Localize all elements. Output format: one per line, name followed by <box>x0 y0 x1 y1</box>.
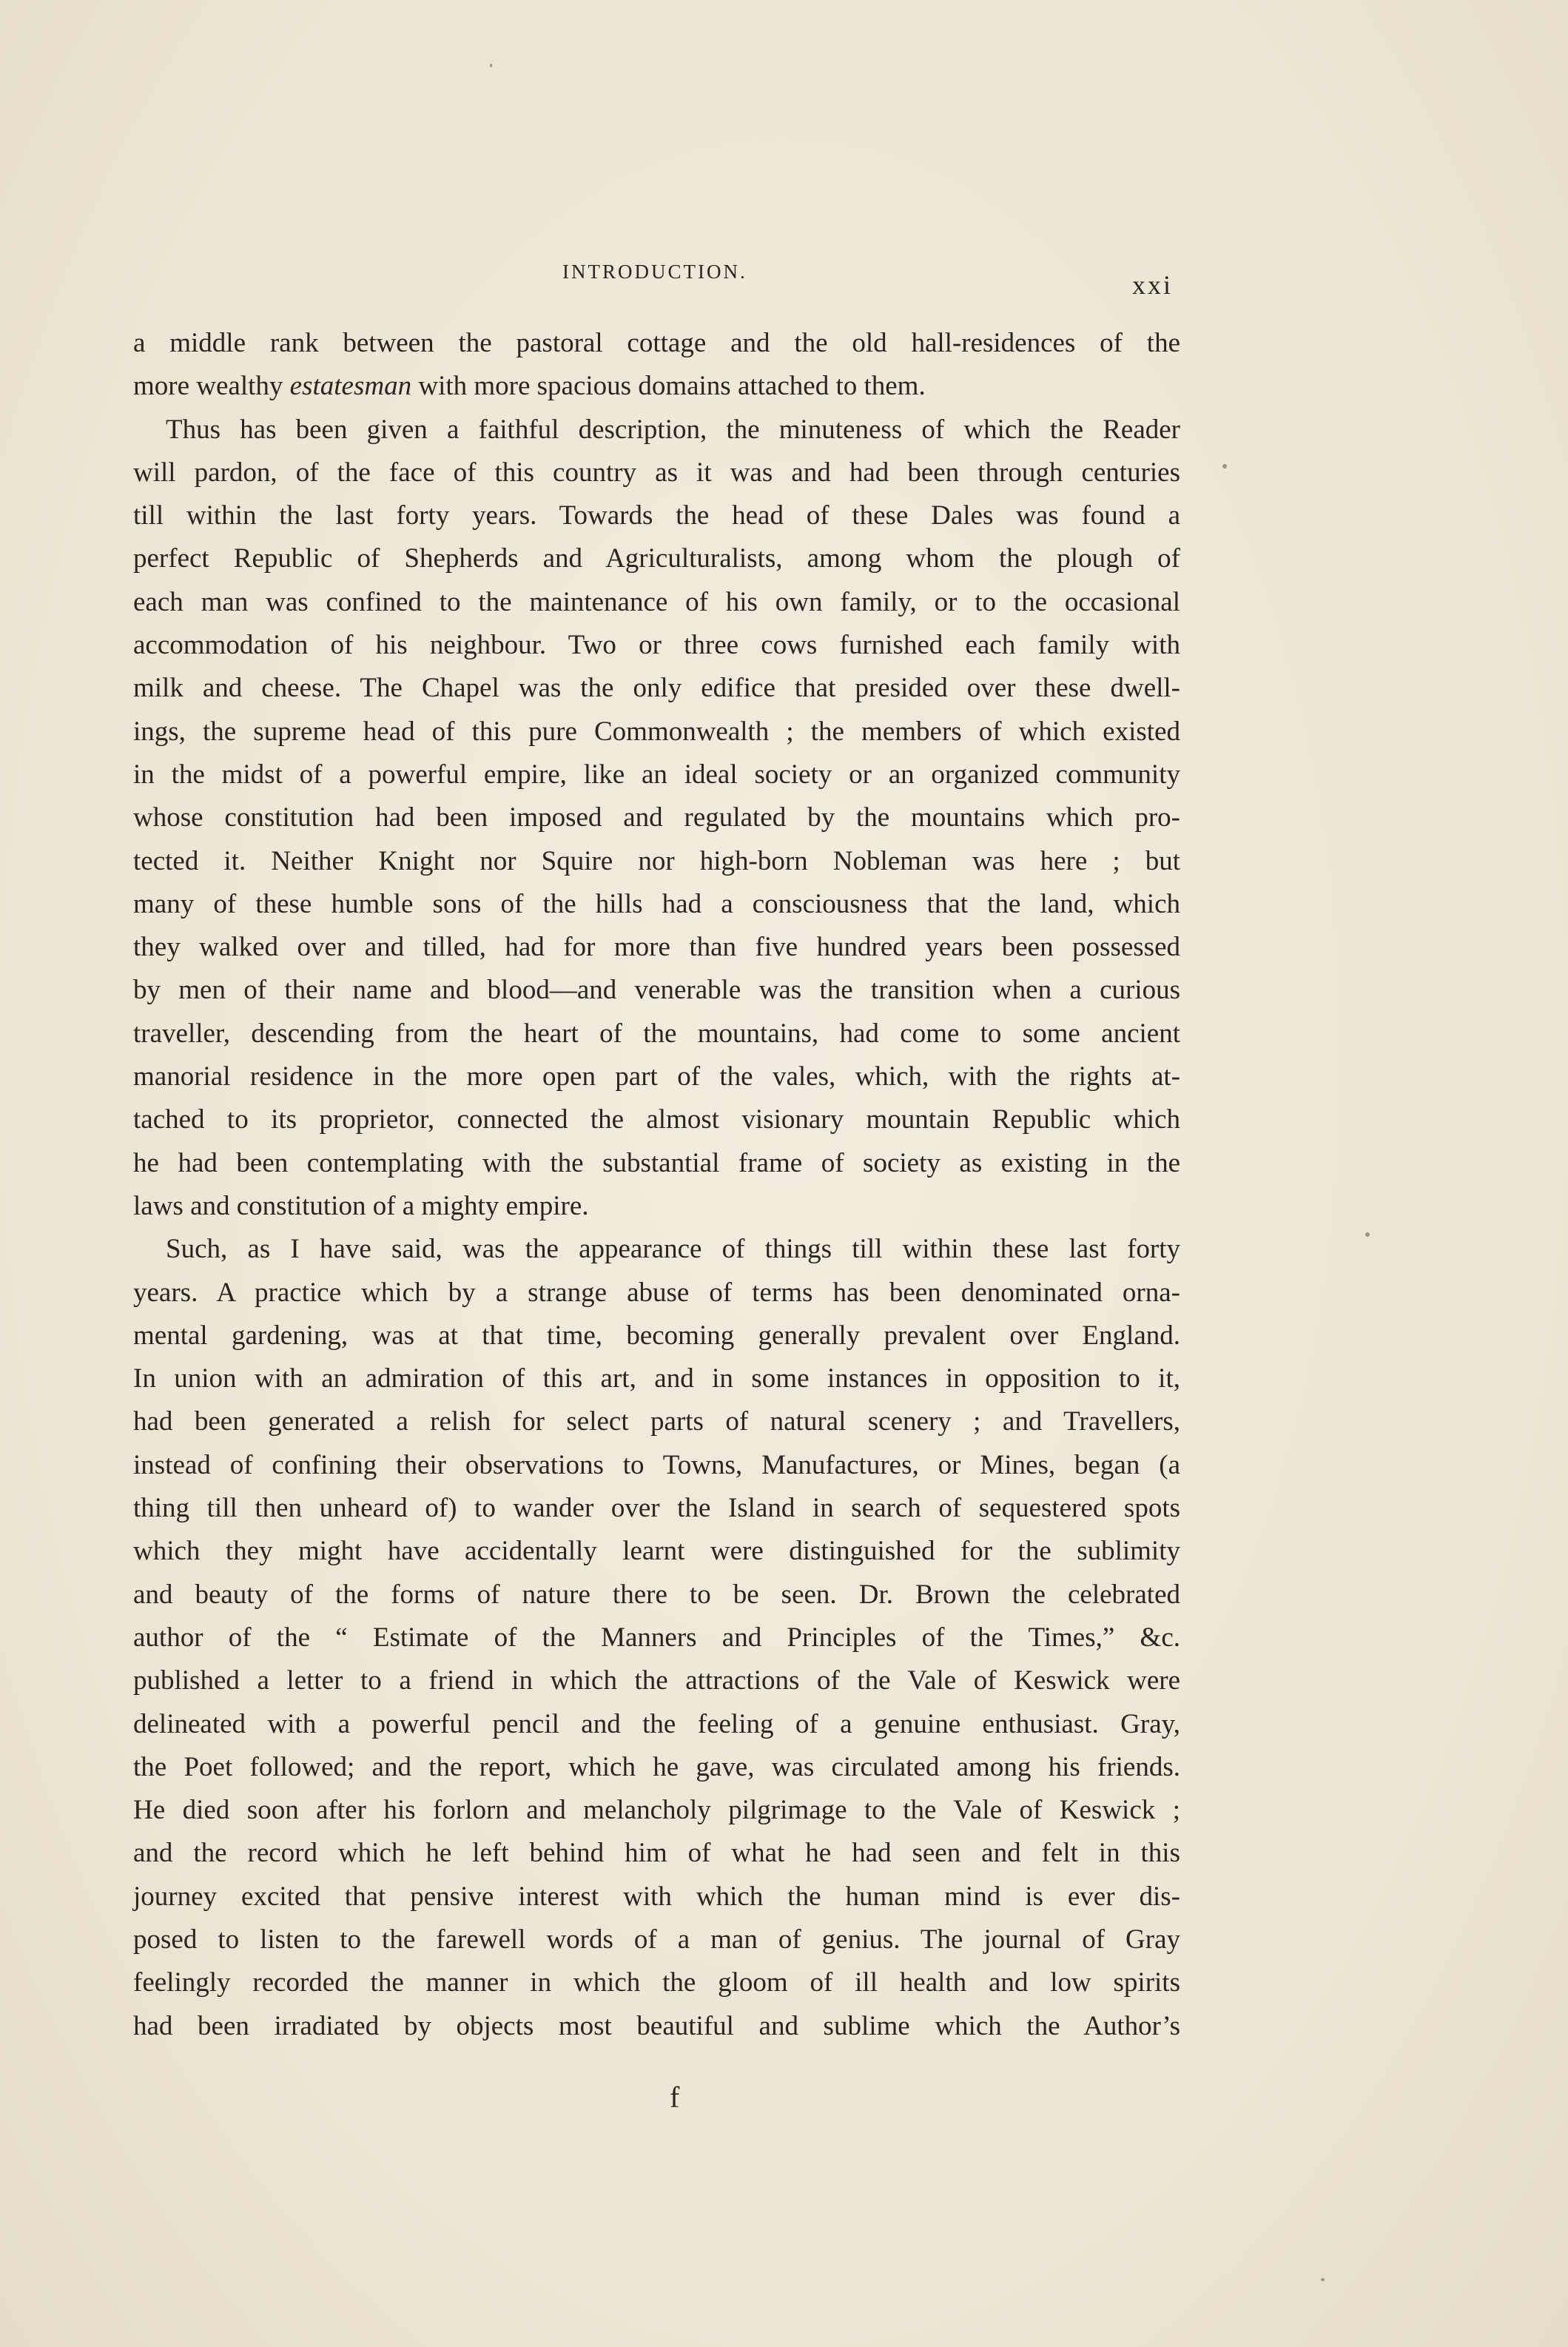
running-title: INTRODUCTION. <box>562 261 747 283</box>
text-line: many of these humble sons of the hills had a consciousness that the land, which <box>133 888 1180 919</box>
text-line: he had been contemplating with the substantial frame of society as existing in the <box>133 1147 1180 1178</box>
text-line: and the record which he left behind him of what he had seen and felt in this <box>133 1838 1180 1869</box>
text-line: Thus has been given a faithful description, the minuteness of which the Reader <box>166 414 1180 445</box>
text-line: each man was confined to the maintenance of his own family, or to the occasional <box>133 586 1180 617</box>
text-line: instead of confining their observations to Towns, Manufactures, or Mines, began (a <box>133 1449 1180 1480</box>
text-line: accommodation of his neighbour. Two or three cows furnished each family with <box>133 630 1180 661</box>
text-line: author of the “ Estimate of the Manners and Principles of the Times,” &c. <box>133 1622 1180 1653</box>
text-line: perfect Republic of Shepherds and Agriculturalists, among whom the plough of <box>133 543 1180 574</box>
text-line: and beauty of the forms of nature there to be seen. Dr. Brown the celebrated <box>133 1579 1180 1610</box>
paper-speck <box>1321 2278 1325 2281</box>
text-line: Such, as I have said, was the appearance of things till within these last forty <box>166 1234 1180 1265</box>
text-line: traveller, descending from the heart of the mountains, had come to some ancient <box>133 1018 1180 1049</box>
text-line: milk and cheese. The Chapel was the only edifice that presided over these dwell- <box>133 673 1180 704</box>
text-line: had been irradiated by objects most beautiful and sublime which the Author’s <box>133 2010 1180 2041</box>
text-line: they walked over and tilled, had for more than five hundred years been possessed <box>133 932 1180 963</box>
text-line: tached to its proprietor, connected the almost visionary mountain Republic which <box>133 1104 1180 1135</box>
text-line: He died soon after his forlorn and melancholy pilgrimage to the Vale of Keswick ; <box>133 1795 1180 1826</box>
text-line: which they might have accidentally learnt were distinguished for the sublimity <box>133 1536 1180 1567</box>
body-text <box>133 322 1180 2048</box>
text-line: a middle rank between the pastoral cottage and the old hall-residences of the <box>133 328 1180 358</box>
text-line: delineated with a powerful pencil and the feeling of a genuine enthusiast. Gray, <box>133 1708 1180 1739</box>
text-line: the Poet followed; and the report, which he gave, was circulated among his friends. <box>133 1751 1180 1782</box>
text-line: In union with an admiration of this art, and in some instances in opposition to it, <box>133 1363 1180 1394</box>
text-line: had been generated a relish for select parts of natural scenery ; and Travellers, <box>133 1406 1180 1437</box>
text-line: whose constitution had been imposed and regulated by the mountains which pro- <box>133 802 1180 833</box>
text-line: laws and constitution of a mighty empire. <box>133 1190 589 1221</box>
text-line: posed to listen to the farewell words of a man of genius. The journal of Gray <box>133 1924 1180 1955</box>
text-line: journey excited that pensive interest with which the human mind is ever dis- <box>133 1881 1180 1912</box>
text-line: till within the last forty years. Towards the head of these Dales was found a <box>133 500 1180 531</box>
italic-term: estatesman <box>289 371 412 402</box>
paper-speck <box>1222 464 1227 469</box>
text-line: more wealthy estatesman with more spacious domains attached to them. <box>133 371 926 402</box>
paper-speck <box>1365 1232 1370 1237</box>
text-line: manorial residence in the more open part of the vales, which, with the rights at- <box>133 1061 1180 1092</box>
text-line: in the midst of a powerful empire, like an ideal society or an organized community <box>133 759 1180 790</box>
text-line: will pardon, of the face of this country as it was and had been through centuries <box>133 457 1180 488</box>
text-line: ings, the supreme head of this pure Commonwealth ; the members of which existed <box>133 716 1180 747</box>
text-line: feelingly recorded the manner in which the gloom of ill health and low spirits <box>133 1967 1180 1998</box>
page-header <box>0 261 1568 305</box>
text-line: mental gardening, was at that time, becoming generally prevalent over England. <box>133 1320 1180 1351</box>
text-line: years. A practice which by a strange abuse of terms has been denominated orna- <box>133 1277 1180 1308</box>
text-line: tected it. Neither Knight nor Squire nor high-born Nobleman was here ; but <box>133 845 1180 876</box>
paper-speck <box>490 64 492 67</box>
page-number: xxi <box>1132 270 1174 300</box>
text-line: thing till then unheard of) to wander over the Island in search of sequestered spots <box>133 1493 1180 1524</box>
signature-mark: f <box>670 2081 680 2114</box>
text-line: by men of their name and blood—and venerable was the transition when a curious <box>133 975 1180 1006</box>
text-line: published a letter to a friend in which the attractions of the Vale of Keswick were <box>133 1665 1180 1696</box>
